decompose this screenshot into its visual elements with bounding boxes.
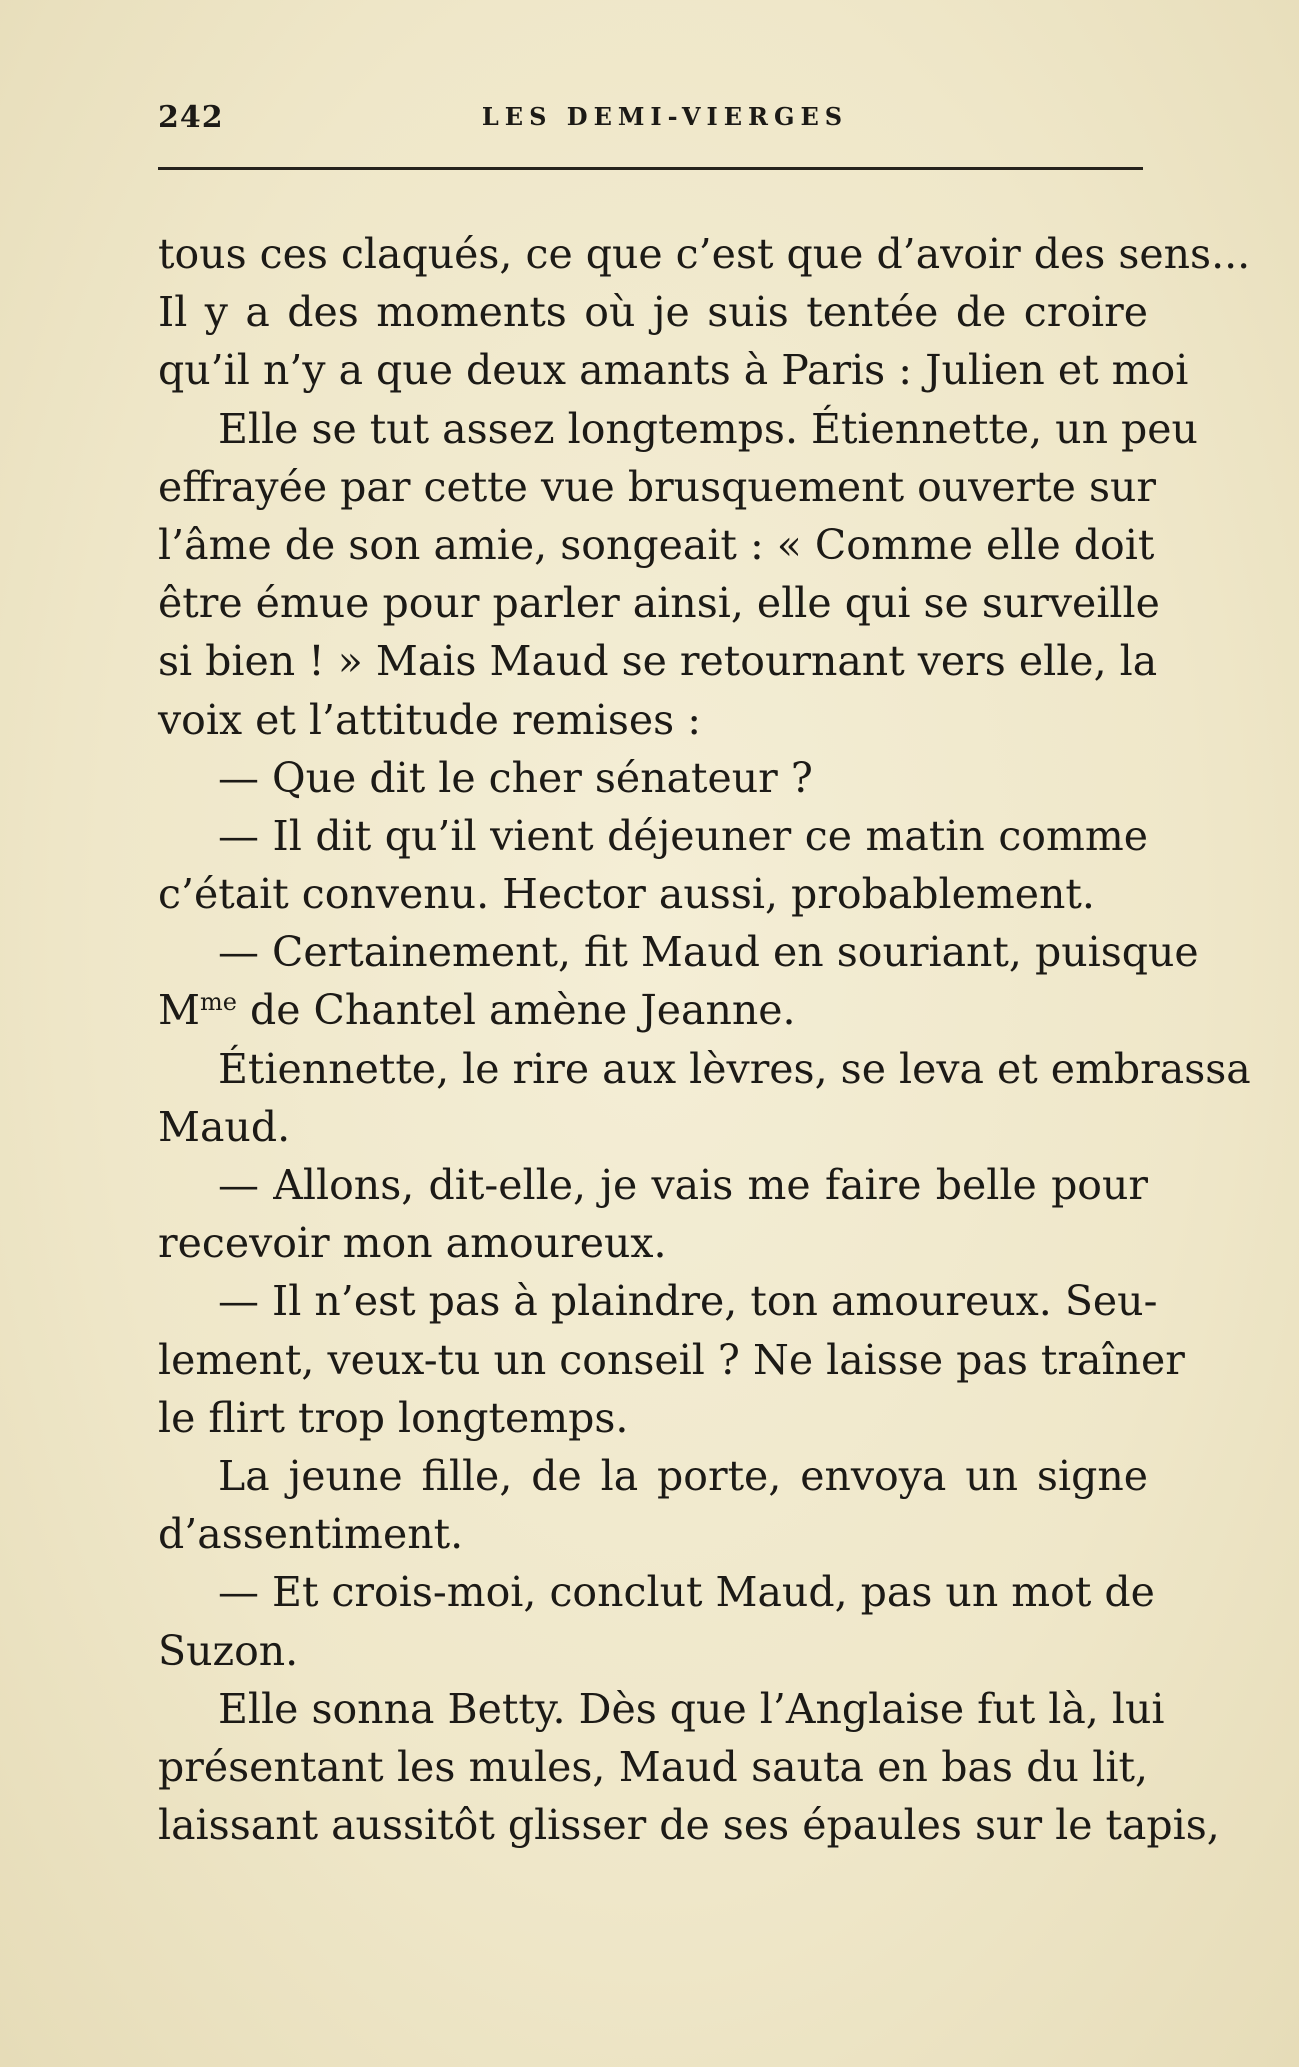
text-line: recevoir mon amoureux.: [158, 1219, 667, 1268]
text-line: — Que dit le cher sénateur ?: [218, 753, 813, 802]
page-text: [158, 225, 1251, 1854]
text-line: d’assentiment.: [158, 1510, 464, 1559]
text-line: qu’il n’y a que deux amants à Paris : Julien et moi: [158, 346, 1189, 395]
page-header: [155, 95, 1145, 139]
text-line: tous ces claqués, ce que c’est que d’avoir des sens...: [158, 230, 1251, 278]
text-line: laissant aussitôt glisser de ses épaules sur le tapis,: [158, 1801, 1220, 1850]
page-number: 242: [158, 100, 224, 135]
text-line-with-abbreviation: [158, 981, 1148, 1039]
text-line: Elle sonna Betty. Dès que l’Anglaise fut là, lui: [218, 1684, 1165, 1733]
abbrev-letter: M: [158, 986, 200, 1035]
text-line: — Et crois-moi, conclut Maud, pas un mot de: [218, 1568, 1155, 1617]
text-line: Maud.: [158, 1102, 291, 1151]
header-rule: [158, 167, 1143, 170]
text-line: — Il n’est pas à plaindre, ton amoureux. Seu-: [218, 1277, 1158, 1326]
text-line: présentant les mules, Maud sauta en bas du lit,: [158, 1742, 1148, 1791]
text-line: le flirt trop longtemps.: [158, 1393, 629, 1442]
text-line: — Il dit qu’il vient déjeuner ce matin comme: [218, 811, 1148, 860]
book-page: [155, 95, 1251, 1850]
text-line: c’était convenu. Hector aussi, probablement.: [158, 870, 1095, 919]
text-line: Il y a des moments où je suis tentée de croire: [158, 288, 1148, 337]
text-line: si bien ! » Mais Maud se retournant vers elle, la: [158, 637, 1158, 686]
abbrev-superscript: me: [199, 988, 237, 1017]
text-line: être émue pour parler ainsi, elle qui se surveille: [158, 579, 1160, 628]
text-line: Elle se tut assez longtemps. Étiennette, un peu: [218, 404, 1198, 453]
text-line: — Certainement, fit Maud en souriant, puisque: [218, 928, 1199, 977]
text-line: La jeune fille, de la porte, envoya un signe: [218, 1451, 1148, 1500]
text-line: l’âme de son amie, songeait : « Comme elle doit: [158, 520, 1155, 569]
text-line: lement, veux-tu un conseil ? Ne laisse pas traîner: [158, 1335, 1185, 1384]
text-line-rest: de Chantel amène Jeanne.: [250, 986, 796, 1035]
text-line: voix et l’attitude remises :: [158, 695, 702, 744]
text-line: — Allons, dit-elle, je vais me faire belle pour: [218, 1161, 1148, 1209]
text-line: Étiennette, le rire aux lèvres, se leva et embrassa: [218, 1044, 1251, 1093]
text-line: Suzon.: [158, 1626, 299, 1675]
running-head: LES DEMI-VIERGES: [481, 102, 849, 131]
text-line: effrayée par cette vue brusquement ouverte sur: [158, 462, 1157, 511]
